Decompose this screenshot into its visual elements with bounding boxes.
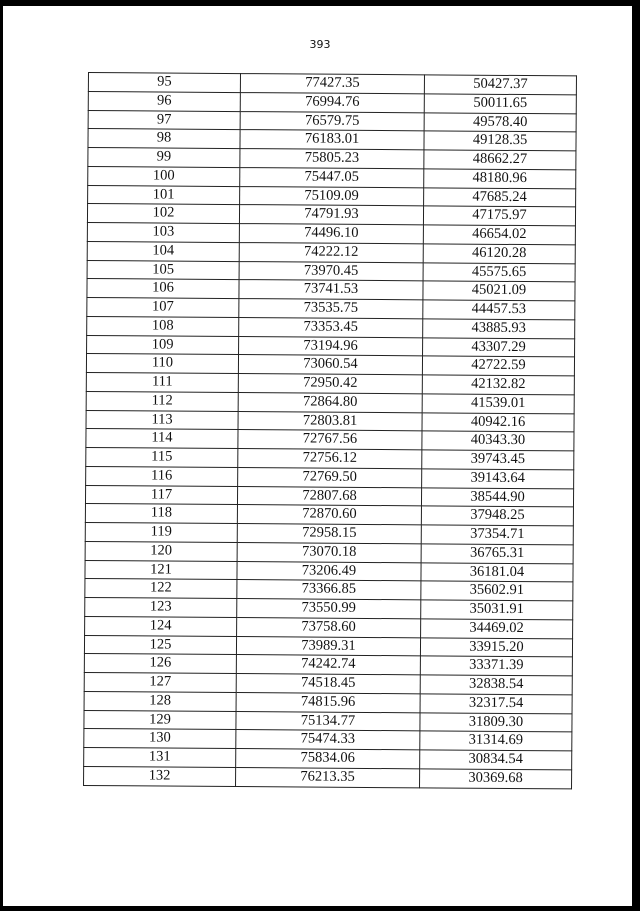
cell-index: 119	[85, 522, 237, 542]
scan-border-right	[632, 0, 640, 911]
cell-value-a: 76213.35	[236, 767, 420, 787]
cell-value-a: 75834.06	[236, 749, 420, 769]
cell-value-a: 73206.49	[237, 561, 421, 581]
cell-value-b: 31314.69	[420, 731, 572, 751]
cell-value-a: 74222.12	[239, 242, 423, 262]
cell-value-b: 47175.97	[423, 206, 575, 226]
cell-value-b: 33915.20	[420, 637, 572, 657]
cell-index: 110	[86, 354, 238, 374]
cell-index: 114	[86, 429, 238, 449]
cell-index: 98	[88, 129, 240, 149]
cell-value-b: 33371.39	[420, 656, 572, 676]
cell-value-b: 39143.64	[422, 469, 574, 489]
cell-index: 128	[84, 691, 236, 711]
cell-index: 104	[87, 241, 239, 261]
cell-index: 123	[85, 597, 237, 617]
cell-value-b: 31809.30	[420, 712, 572, 732]
cell-index: 130	[84, 729, 236, 749]
cell-value-b: 42132.82	[422, 375, 574, 395]
cell-value-a: 74496.10	[239, 224, 423, 244]
cell-value-a: 73970.45	[239, 261, 423, 281]
cell-index: 132	[84, 766, 236, 786]
cell-value-a: 72769.50	[238, 467, 422, 487]
scan-border-top	[0, 0, 640, 6]
cell-value-a: 76579.75	[240, 111, 424, 131]
cell-value-b: 34469.02	[421, 619, 573, 639]
cell-value-a: 74815.96	[236, 692, 420, 712]
table-body	[84, 73, 577, 789]
cell-value-b: 47685.24	[424, 187, 576, 207]
cell-index: 131	[84, 747, 236, 767]
cell-value-b: 50427.37	[424, 75, 576, 95]
cell-value-b: 41539.01	[422, 394, 574, 414]
cell-value-b: 36765.31	[421, 544, 573, 564]
cell-value-b: 49578.40	[424, 112, 576, 132]
cell-value-a: 74791.93	[239, 205, 423, 225]
cell-value-b: 32317.54	[420, 694, 572, 714]
table-container	[83, 72, 576, 789]
cell-index: 101	[88, 185, 240, 205]
cell-value-b: 49128.35	[424, 131, 576, 151]
cell-value-a: 73194.96	[239, 336, 423, 356]
cell-index: 97	[88, 110, 240, 130]
cell-index: 120	[85, 541, 237, 561]
scan-border-left	[0, 0, 3, 911]
cell-value-a: 73366.85	[237, 580, 421, 600]
cell-value-a: 73060.54	[238, 355, 422, 375]
cell-value-a: 73535.75	[239, 299, 423, 319]
cell-index: 118	[85, 504, 237, 524]
cell-index: 102	[87, 204, 239, 224]
cell-value-a: 76183.01	[240, 130, 424, 150]
cell-value-b: 42722.59	[422, 356, 574, 376]
cell-value-b: 39743.45	[422, 450, 574, 470]
cell-index: 103	[87, 222, 239, 242]
cell-value-b: 37948.25	[421, 506, 573, 526]
cell-value-b: 40942.16	[422, 412, 574, 432]
cell-index: 121	[85, 560, 237, 580]
cell-value-a: 72958.15	[237, 524, 421, 544]
cell-index: 113	[86, 410, 238, 430]
cell-value-a: 75134.77	[236, 711, 420, 731]
cell-value-a: 76994.76	[240, 92, 424, 112]
cell-value-a: 72803.81	[238, 411, 422, 431]
cell-index: 99	[88, 148, 240, 168]
table-row	[84, 766, 572, 788]
cell-value-b: 40343.30	[422, 431, 574, 451]
cell-value-b: 45021.09	[423, 281, 575, 301]
cell-value-a: 73989.31	[236, 636, 420, 656]
cell-index: 106	[87, 279, 239, 299]
cell-value-b: 30369.68	[420, 769, 572, 789]
cell-value-b: 48662.27	[424, 150, 576, 170]
cell-value-a: 74518.45	[236, 674, 420, 694]
cell-value-a: 73353.45	[239, 317, 423, 337]
cell-value-b: 48180.96	[424, 169, 576, 189]
cell-index: 100	[88, 166, 240, 186]
cell-index: 109	[87, 335, 239, 355]
cell-index: 129	[84, 710, 236, 730]
cell-index: 124	[85, 616, 237, 636]
cell-value-a: 75805.23	[240, 149, 424, 169]
cell-index: 122	[85, 579, 237, 599]
cell-index: 96	[88, 91, 240, 111]
cell-value-a: 72756.12	[238, 449, 422, 469]
cell-index: 108	[87, 316, 239, 336]
cell-value-b: 30834.54	[420, 750, 572, 770]
cell-value-a: 74242.74	[236, 655, 420, 675]
cell-value-a: 73550.99	[237, 599, 421, 619]
cell-value-b: 44457.53	[423, 300, 575, 320]
cell-index: 115	[86, 447, 238, 467]
cell-value-b: 46654.02	[423, 225, 575, 245]
cell-index: 112	[86, 391, 238, 411]
cell-value-b: 45575.65	[423, 262, 575, 282]
cell-index: 95	[88, 73, 240, 93]
cell-value-b: 36181.04	[421, 562, 573, 582]
cell-index: 117	[85, 485, 237, 505]
cell-value-b: 43307.29	[423, 337, 575, 357]
cell-value-b: 50011.65	[424, 94, 576, 114]
cell-index: 111	[86, 372, 238, 392]
cell-index: 127	[84, 672, 236, 692]
cell-index: 105	[87, 260, 239, 280]
cell-index: 125	[84, 635, 236, 655]
data-table	[83, 72, 577, 789]
cell-value-a: 73741.53	[239, 280, 423, 300]
cell-value-a: 72864.80	[238, 392, 422, 412]
cell-value-a: 75109.09	[240, 186, 424, 206]
cell-value-a: 73758.60	[237, 617, 421, 637]
page-number: 393	[309, 38, 331, 51]
cell-value-b: 35031.91	[421, 600, 573, 620]
cell-value-a: 72950.42	[238, 374, 422, 394]
cell-value-a: 73070.18	[237, 542, 421, 562]
scan-border-bottom	[0, 906, 640, 911]
cell-value-a: 77427.35	[240, 74, 424, 94]
cell-value-b: 38544.90	[421, 487, 573, 507]
cell-value-b: 46120.28	[423, 244, 575, 264]
cell-value-a: 72807.68	[237, 486, 421, 506]
cell-index: 107	[87, 297, 239, 317]
cell-value-a: 72767.56	[238, 430, 422, 450]
cell-index: 126	[84, 654, 236, 674]
cell-index: 116	[86, 466, 238, 486]
cell-value-b: 37354.71	[421, 525, 573, 545]
cell-value-a: 75447.05	[240, 167, 424, 187]
cell-value-a: 72870.60	[237, 505, 421, 525]
cell-value-b: 43885.93	[423, 319, 575, 339]
cell-value-b: 35602.91	[421, 581, 573, 601]
cell-value-a: 75474.33	[236, 730, 420, 750]
cell-value-b: 32838.54	[420, 675, 572, 695]
